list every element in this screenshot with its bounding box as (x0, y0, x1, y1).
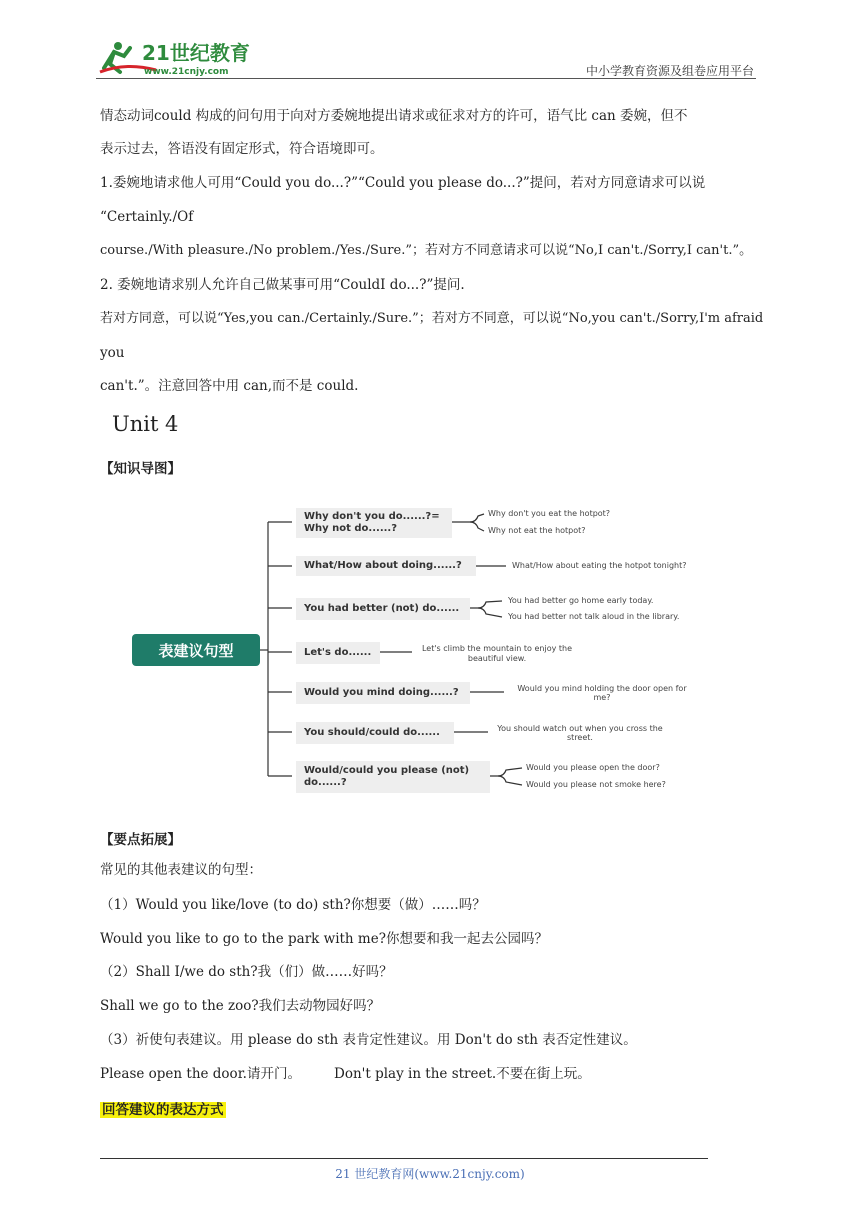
branch-4-example-2: beautiful view. (467, 654, 527, 663)
branch-2-example-1: What/How about eating the hotpot tonight? (512, 561, 687, 570)
answer-heading (100, 1098, 226, 1118)
intro-line-4: “Certainly./Of (100, 209, 194, 225)
branch-5-example-2: me? (593, 693, 611, 702)
branch-1-line-2: Why not do......? (304, 523, 398, 534)
branch-1-example-1: Why don't you eat the hotpot? (488, 509, 611, 518)
branch-6-example-1: You should watch out when you cross the (497, 724, 663, 733)
branch-1-line-1: Why don't you do......?= (304, 511, 440, 522)
branch-6-example-2: street. (567, 733, 593, 742)
points-example-3a: Please open the door.请开门。 (100, 1066, 301, 1082)
branch-4-line-1: Let's do...... (304, 647, 372, 658)
intro-line-7: 若对方同意，可以说“Yes,you can./Certainly./Sure.”；若对方不同意，可以说“No,you can't./Sorry,I'm afraid (100, 311, 764, 326)
mindmap-branch-5 (296, 682, 470, 704)
section-heading-points: 【要点拓展】 (100, 832, 181, 848)
branch-7-line-1: Would/could you please (not) (304, 765, 470, 776)
points-example-1: Would you like to go to the park with me?你想要和我一起去公园吗？ (100, 931, 548, 947)
intro-line-1: 情态动词could 构成的问句用于向对方委婉地提出请求或征求对方的许可，语气比 can 委婉，但不 (100, 108, 688, 124)
intro-line-8: you (100, 345, 125, 361)
mindmap-branch-4 (296, 642, 380, 664)
mindmap-center-node: 表建议句型 (132, 634, 260, 666)
points-intro: 常见的其他表建议的句型： (100, 862, 262, 878)
branch-7-example-1: Would you please open the door? (526, 763, 660, 772)
points-item-3: （3）祈使句表建议。用 please do sth 表肯定性建议。用 Don't do sth 表否定性建议。 (100, 1032, 637, 1048)
branch-7-line-2: do......? (304, 777, 347, 788)
unit-title: Unit 4 (112, 412, 179, 436)
mindmap-branch-2 (296, 556, 476, 576)
branch-5-example-1: Would you mind holding the door open for (517, 684, 687, 693)
points-example-3b: Don't play in the street.不要在街上玩。 (334, 1066, 591, 1082)
section-heading-map: 【知识导图】 (100, 461, 181, 477)
branch-3-example-1: You had better go home early today. (508, 596, 654, 605)
points-item-2: （2）Shall I/we do sth?我（们）做……好吗？ (100, 964, 393, 980)
footer-text[interactable]: 21 世纪教育网(www.21cnjy.com) (335, 1167, 525, 1181)
intro-line-3: 1.委婉地请求他人可用“Could you do...?”“Could you please do...?”提问，若对方同意请求可以说 (100, 175, 706, 191)
branch-3-example-2: You had better not talk aloud in the library. (508, 612, 680, 621)
mindmap-branch-1 (296, 508, 452, 538)
branch-7-example-2: Would you please not smoke here? (526, 780, 666, 789)
logo-text: 21世纪教育 (142, 41, 250, 65)
intro-line-9: can't.”。注意回答中用 can,而不是 could. (100, 378, 359, 394)
mindmap-branch-6 (296, 722, 454, 744)
points-example-2: Shall we go to the zoo?我们去动物园好吗？ (100, 998, 381, 1014)
branch-1-example-2: Why not eat the hotpot? (488, 526, 586, 535)
logo-url: www.21cnjy.com (144, 67, 229, 77)
intro-line-6: 2. 委婉地请求别人允许自己做某事可用“CouldI do...?”提问. (100, 277, 465, 293)
platform-tagline: 中小学教育资源及组卷应用平台 (585, 64, 754, 78)
answer-heading-text: 回答建议的表达方式 (102, 1102, 224, 1118)
branch-3-line-1: You had better (not) do...... (304, 603, 460, 614)
branch-2-line-1: What/How about doing......? (304, 560, 462, 571)
footer-divider (100, 1158, 708, 1159)
intro-line-5: course./With pleasure./No problem./Yes./Sure.”；若对方不同意请求可以说“No,I can't./Sorry,I can't.”。 (100, 243, 753, 258)
mindmap-branch-7 (296, 761, 490, 793)
branch-5-line-1: Would you mind doing......? (304, 687, 459, 698)
intro-line-2: 表示过去，答语没有固定形式，符合语境即可。 (100, 141, 384, 157)
branch-6-line-1: You should/could do...... (304, 727, 440, 738)
mindmap-branch-3 (296, 598, 470, 620)
points-item-1: （1）Would you like/love (to do) sth?你想要（做）……吗？ (100, 897, 486, 913)
branch-4-example-1: Let's climb the mountain to enjoy the (421, 644, 572, 653)
